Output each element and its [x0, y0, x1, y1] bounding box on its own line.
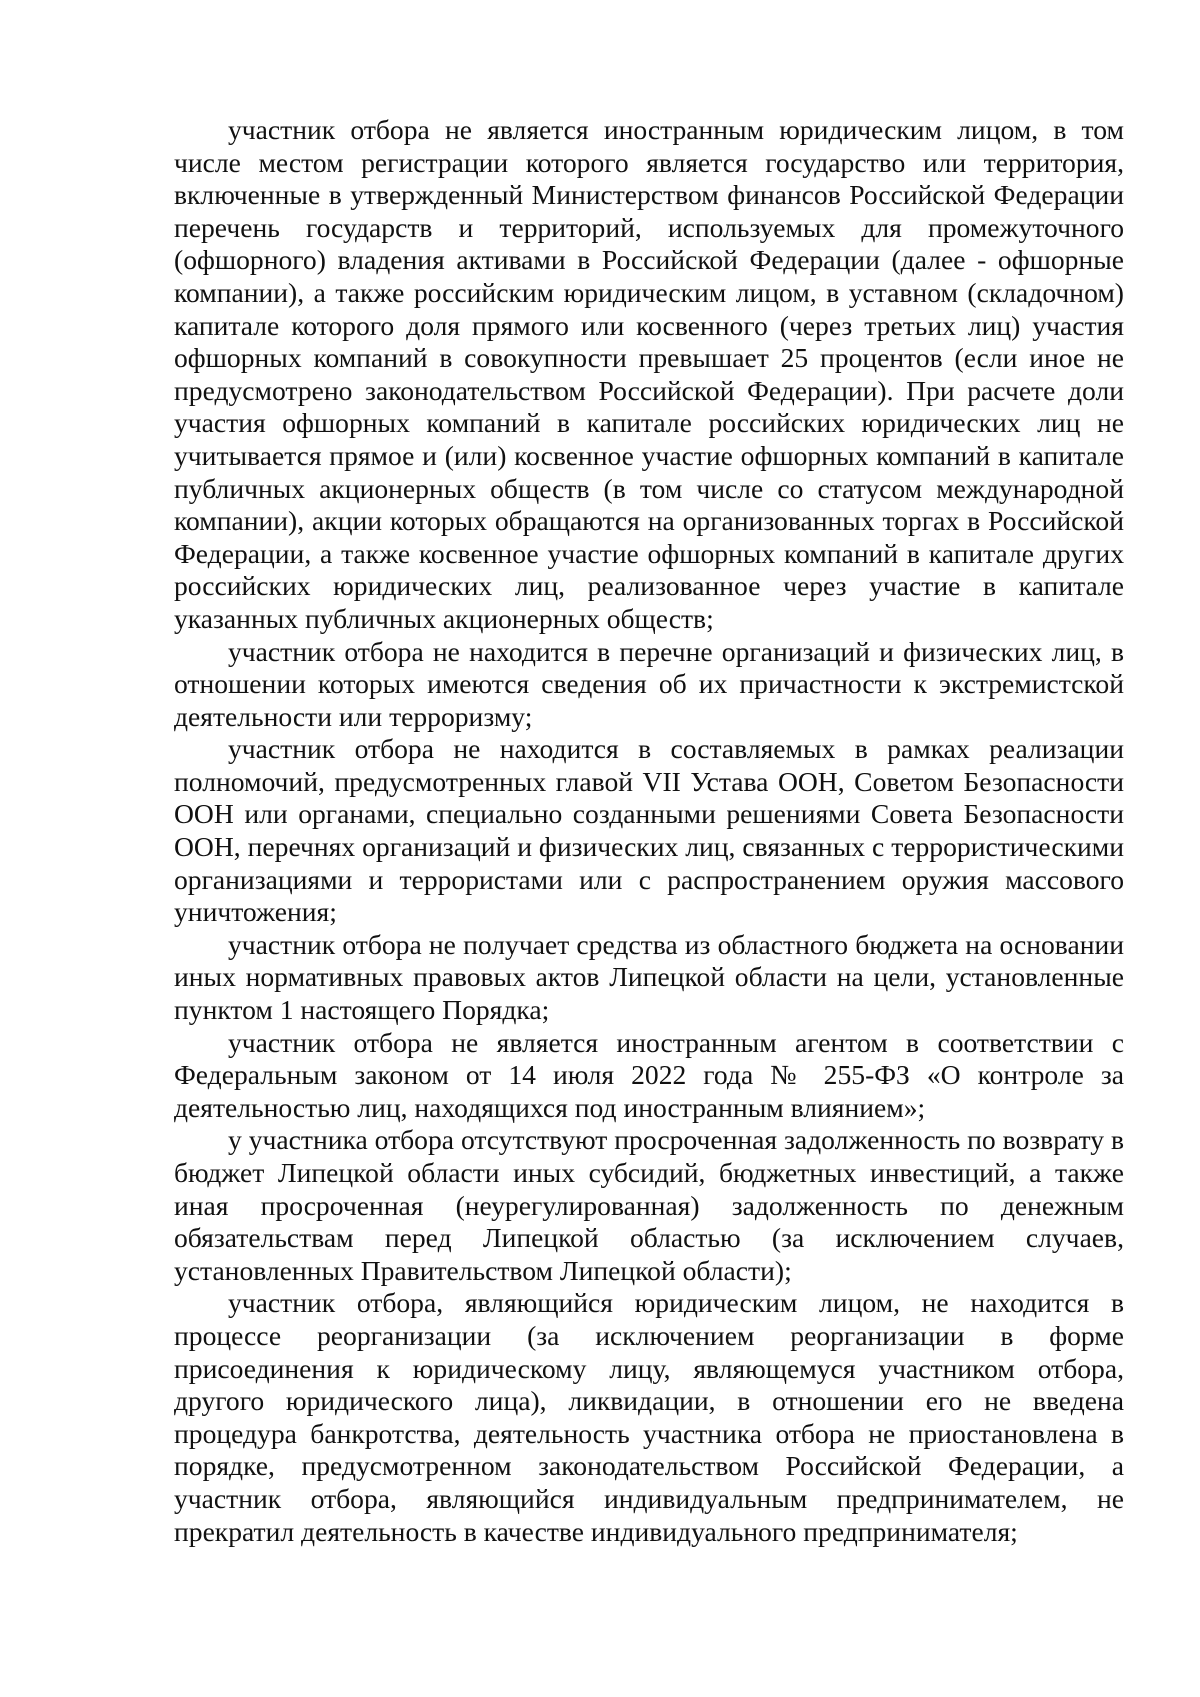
paragraph-extremism: участник отбора не находится в перечне организаций и физических лиц, в отношении которых имеются сведения об их причастности к экстремистской деятельности или терроризму;: [174, 635, 1124, 732]
paragraph-budget-funds: участник отбора не получает средства из областного бюджета на основании иных нормативных правовых актов Липецкой области на цели, установленные пунктом 1 настоящего Порядка;: [174, 928, 1124, 1026]
paragraph-foreign-agent: участник отбора не является иностранным агентом в соответствии с Федеральным законом от 14 июля 2022 года № 255-ФЗ «О контроле за деятельностью лиц, находящихся под иностранным влиянием»;: [174, 1026, 1124, 1123]
paragraph-debt: у участника отбора отсутствуют просроченная задолженность по возврату в бюджет Липецкой области иных субсидий, бюджетных инвестиций, а также иная просроченная (неурегулированная) задолженность по денежным обязательствам перед Липецкой областью (за исключением случаев, установленных Правительством Липецкой области);: [174, 1124, 1124, 1286]
document-body: [174, 114, 1124, 1548]
paragraph-reorganization: участник отбора, являющийся юридическим лицом, не находится в процессе реорганизации (за исключением реорганизации в форме присоединения к юридическому лицу, являющемуся участником отбора, другого юридического лица), ликвидации, в отношении его не введена процедура банкротства, деятельность участника отбора не приостановлена в порядке, предусмотренном законодательством Российской Федерации, а участник отбора, являющийся индивидуальным предпринимателем, не прекратил деятельность в качестве индивидуального предпринимателя;: [174, 1287, 1124, 1547]
paragraph-un-lists: участник отбора не находится в составляемых в рамках реализации полномочий, предусмотренных главой VII Устава ООН, Советом Безопасности ООН или органами, специально созданными решениями Совета Безопасности ООН, перечнях организаций и физических лиц, связанных с террористическими организациями и террористами или с распространением оружия массового уничтожения;: [174, 733, 1124, 928]
paragraph-offshore: участник отбора не является иностранным юридическим лицом, в том числе местом регистрации которого является государство или территория, включенные в утвержденный Министерством финансов Российской Федерации перечень государств и территорий, используемых для промежуточного (офшорного) владения активами в Российской Федерации (далее - офшорные компании), а также российским юридическим лицом, в уставном (складочном) капитале которого доля прямого или косвенного (через третьих лиц) участия офшорных компаний в совокупности превышает 25 процентов (если иное не предусмотрено законодательством Российской Федерации). При расчете доли участия офшорных компаний в капитале российских юридических лиц не учитывается прямое и (или) косвенное участие офшорных компаний в капитале публичных акционерных обществ (в том числе со статусом международной компании), акции которых обращаются на организованных торгах в Российской Федерации, а также косвенное участие офшорных компаний в капитале других российских юридических лиц, реализованное через участие в капитале указанных публичных акционерных обществ;: [174, 114, 1124, 634]
